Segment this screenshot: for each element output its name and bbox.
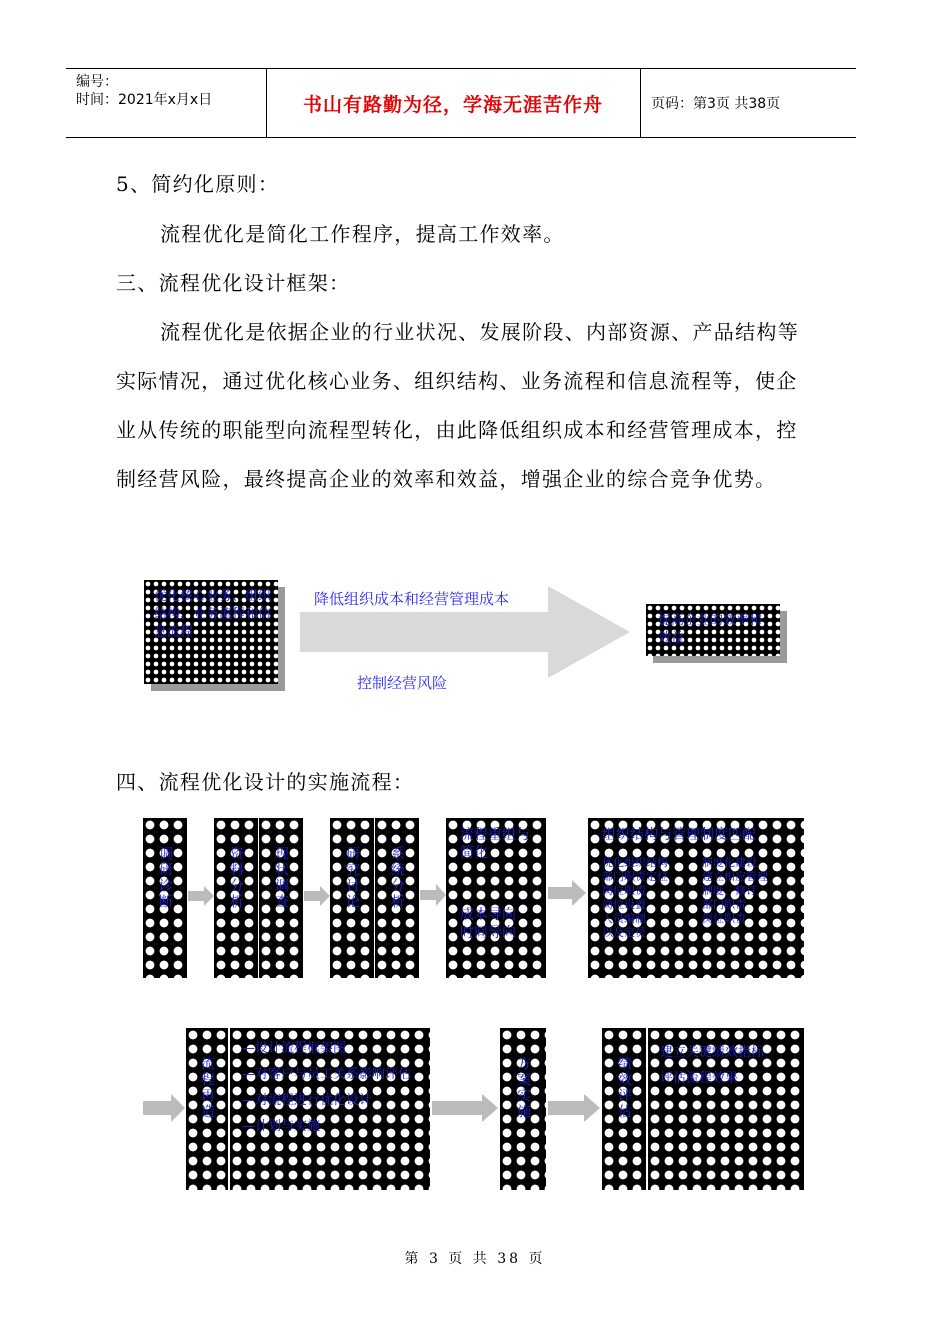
header-motto: 书山有路勤为径，学海无涯苦作舟 — [302, 93, 603, 116]
process-box-restructure — [446, 818, 546, 978]
framework-arrow-top-label: 降低组织成本和经营管理成本 — [314, 590, 510, 608]
process-step-performance — [602, 1028, 646, 1190]
process-box-reengineering-tasks — [230, 1028, 430, 1190]
framework-right-box — [646, 604, 780, 656]
process-box-organization-title: 组织结构与管理制度匹配 — [602, 827, 756, 843]
process-arrow-7 — [548, 1094, 600, 1122]
process-step-data-analysis-label: 资料分析 — [228, 846, 244, 910]
header-page-cell — [641, 69, 856, 137]
process-step-research-label: 调研诊断 — [157, 846, 173, 910]
process-step-reengineering-label: 流程再造 — [199, 1056, 215, 1120]
section-heading-framework: 三、流程优化设计框架： — [116, 271, 351, 295]
doc-number-label: 编号： — [76, 74, 118, 90]
process-box-organization-left: 优化组织结构 部门职责定位 岗位职责 岗位设置 人员编制 以及定员 — [602, 856, 668, 939]
process-arrow-3 — [420, 884, 446, 906]
process-box-restructure-title: 流程重组与简化 — [460, 827, 530, 861]
process-step-discussion — [330, 818, 374, 978]
process-step-implementation — [500, 1028, 546, 1190]
process-arrow-1 — [188, 886, 214, 906]
process-step-survey-label: 现状调查 — [273, 846, 289, 910]
process-step-system-analysis-label: 系统分析 — [389, 846, 405, 910]
process-arrow-6 — [432, 1094, 498, 1122]
paragraph-framework-text: 流程优化是依据企业的行业状况、发展阶段、内部资源、产品结构等实际情况，通过优化核心业务、组织结构、业务流程和信息流程等，使企业从传统的职能型向流程型转化，由此降低组织成本和经营管理成本，控制经营风险，最终提高企业的效率和效益，增强企业的综合竞争优势。 — [116, 320, 799, 491]
process-step-reengineering — [186, 1028, 228, 1190]
doc-time-label: 时间：2021年x月x日 — [76, 92, 213, 108]
section-heading-process: 四、流程优化设计的实施流程： — [116, 770, 415, 794]
process-step-survey — [259, 818, 303, 978]
process-box-performance-list: 建立关键绩效指标 评估流程效果 — [660, 1045, 765, 1086]
process-box-organization — [588, 818, 804, 978]
page-footer: 第 3 页 共 38 页 — [404, 1251, 546, 1267]
header-meta — [66, 69, 267, 137]
process-box-restructure-sub: 成本导向 时间导向 — [460, 907, 516, 941]
process-step-implementation-label: 方案实施 — [515, 1056, 531, 1120]
process-step-performance-label: 绩效评估 — [616, 1056, 632, 1120]
paragraph-simplify: 流程优化是简化工作程序，提高工作效率。 — [160, 222, 565, 246]
process-step-system-analysis — [375, 818, 419, 978]
process-box-organization-right: 制度化建设 建立相应管理 制度、修订 部门职责 岗位职责 — [702, 856, 768, 925]
process-arrow-2 — [304, 886, 330, 906]
process-step-data-analysis — [214, 818, 258, 978]
process-box-performance-tasks — [648, 1028, 804, 1190]
process-step-research — [143, 818, 187, 978]
paragraph-framework — [116, 308, 816, 504]
framework-left-text: 优化核心业务、组织结构、业务流程和信息流程 — [154, 589, 272, 640]
process-arrow-5 — [143, 1094, 185, 1122]
process-step-discussion-label: 研究讨论 — [344, 846, 360, 910]
page-header — [66, 68, 856, 138]
framework-arrow-bottom-label: 控制经营风险 — [357, 674, 448, 692]
framework-right-text: 提高企业的效率和效益 — [658, 613, 763, 646]
header-motto-cell — [266, 69, 641, 137]
section-heading-simplify: 5、简约化原则： — [116, 172, 280, 196]
process-arrow-4 — [548, 880, 586, 906]
header-page-info: 页码：第3页 共38页 — [651, 96, 781, 112]
process-box-reengineering-list: —设计流程框架图 —对客户与员工关系影响评估 —对流程进行优化设计 —计划与实施 — [242, 1041, 412, 1134]
framework-left-box — [144, 580, 278, 684]
